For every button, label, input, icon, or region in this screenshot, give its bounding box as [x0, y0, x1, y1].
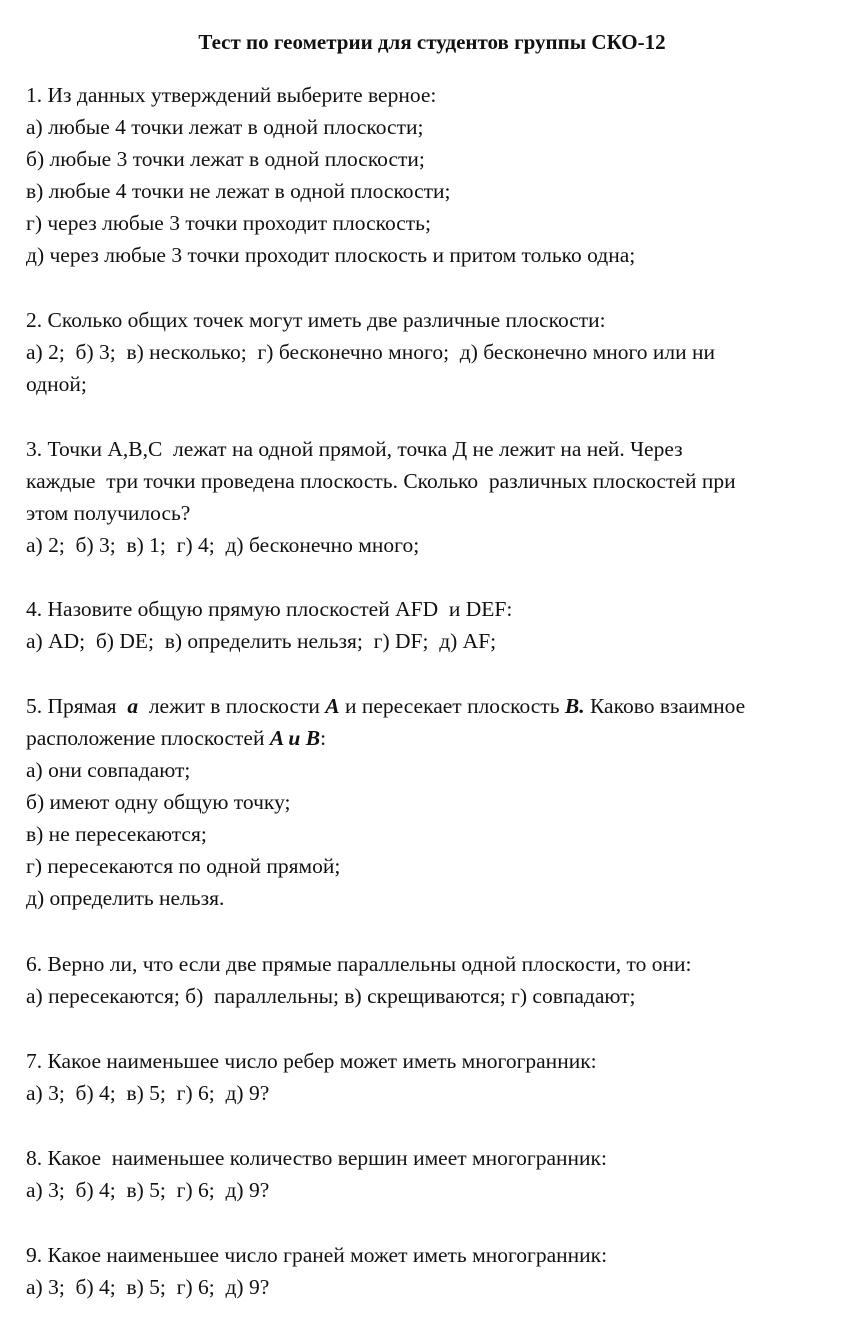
- question-5-text-part: расположение плоскостей: [26, 726, 270, 750]
- question-5-text-line-2: [26, 723, 326, 753]
- question-9-text: 9. Какое наименьшее число граней может иметь многогранник:: [26, 1243, 608, 1267]
- question-7-options: а) 3; б) 4; в) 5; г) 6; д) 9?: [26, 1081, 270, 1105]
- plane-b-symbol: B.: [564, 694, 585, 718]
- question-5-option-b: б) имеют одну общую точку;: [26, 790, 291, 814]
- question-5-text-part: и пересекает плоскость: [339, 694, 565, 718]
- question-5-option-d: г) пересекаются по одной прямой;: [26, 854, 341, 878]
- question-3-text-line-2: каждые три точки проведена плоскость. Сколько различных плоскостей при: [26, 469, 736, 493]
- question-1-text: 1. Из данных утверждений выберите верное:: [26, 83, 437, 107]
- question-6-text: 6. Верно ли, что если две прямые параллельны одной плоскости, то они:: [26, 952, 692, 976]
- question-3-text: 3. Точки А,В,С лежат на одной прямой, точка Д не лежит на ней. Через: [26, 437, 683, 461]
- question-4-options: а) AD; б) DE; в) определить нельзя; г) DF; д) AF;: [26, 629, 497, 653]
- line-a-symbol: a: [127, 694, 139, 718]
- question-3-text-line-3: этом получилось?: [26, 501, 191, 525]
- question-8-text: 8. Какое наименьшее количество вершин имеет многогранник:: [26, 1146, 607, 1170]
- question-1-option-d: г) через любые 3 точки проходит плоскость;: [26, 211, 431, 235]
- question-5-text-part: :: [320, 726, 327, 750]
- question-4-text: 4. Назовите общую прямую плоскостей AFD и DEF:: [26, 597, 513, 621]
- question-5-text-part: Каково взаимное: [584, 694, 746, 718]
- question-1-option-e: д) через любые 3 точки проходит плоскость и притом только одна;: [26, 243, 636, 267]
- question-6-options: а) пересекаются; б) параллельны; в) скрещиваются; г) совпадают;: [26, 984, 636, 1008]
- question-9-options: а) 3; б) 4; в) 5; г) 6; д) 9?: [26, 1275, 270, 1299]
- question-1-option-b: б) любые 3 точки лежат в одной плоскости;: [26, 147, 425, 171]
- question-7-text: 7. Какое наименьшее число ребер может иметь многогранник:: [26, 1049, 597, 1073]
- question-2-text: 2. Сколько общих точек могут иметь две различные плоскости:: [26, 308, 606, 332]
- question-8-options: а) 3; б) 4; в) 5; г) 6; д) 9?: [26, 1178, 270, 1202]
- question-1-option-a: а) любые 4 точки лежат в одной плоскости;: [26, 115, 424, 139]
- question-5-option-a: а) они совпадают;: [26, 758, 191, 782]
- question-5-text-part: 5. Прямая: [26, 694, 128, 718]
- question-5-option-c: в) не пересекаются;: [26, 822, 207, 846]
- question-2-options: а) 2; б) 3; в) несколько; г) бесконечно много; д) бесконечно много или ни: [26, 340, 716, 364]
- planes-a-and-b-symbol: A и B: [269, 726, 321, 750]
- question-3-options: а) 2; б) 3; в) 1; г) 4; д) бесконечно много;: [26, 533, 420, 557]
- question-1-option-c: в) любые 4 точки не лежат в одной плоскости;: [26, 179, 451, 203]
- question-5-option-e: д) определить нельзя.: [26, 886, 225, 910]
- question-5-text: [26, 691, 745, 721]
- plane-a-symbol: A: [325, 694, 340, 718]
- question-5-text-part: лежит в плоскости: [138, 694, 326, 718]
- question-2-options-continued: одной;: [26, 372, 87, 396]
- document-title: Тест по геометрии для студентов группы СКО-12: [198, 30, 666, 54]
